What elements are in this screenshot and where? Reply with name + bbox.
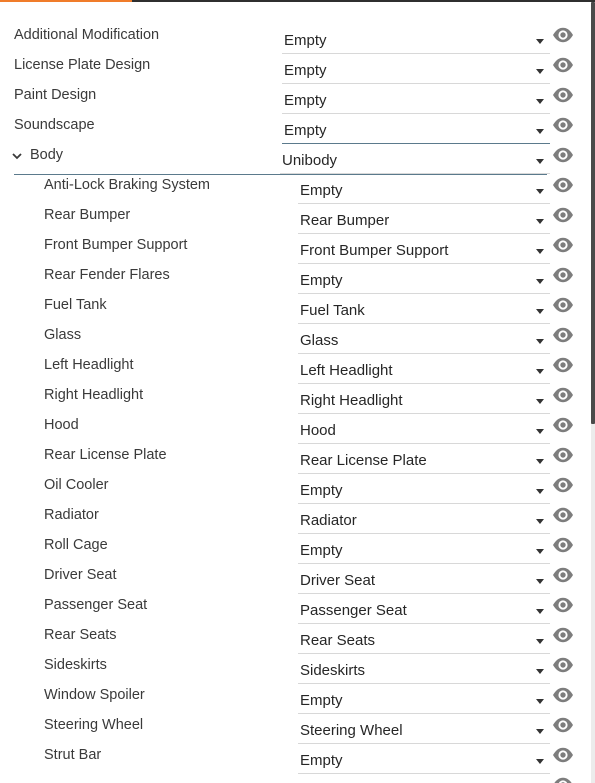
dropdown-arrow-icon[interactable] bbox=[536, 399, 544, 404]
part-dropdown[interactable] bbox=[298, 238, 550, 264]
dropdown-arrow-icon[interactable] bbox=[536, 219, 544, 224]
part-label: Fuel Tank bbox=[44, 297, 107, 313]
part-row-radiator bbox=[0, 506, 590, 536]
eye-icon[interactable] bbox=[552, 117, 574, 133]
eye-icon[interactable] bbox=[552, 477, 574, 493]
dropdown-arrow-icon[interactable] bbox=[536, 339, 544, 344]
part-label: Rear Seats bbox=[44, 627, 117, 643]
eye-icon[interactable] bbox=[552, 567, 574, 583]
part-row-rear-bumper bbox=[0, 206, 590, 236]
part-dropdown[interactable] bbox=[298, 358, 550, 384]
dropdown-arrow-icon[interactable] bbox=[536, 729, 544, 734]
part-label: Rear License Plate bbox=[44, 447, 167, 463]
eye-icon[interactable] bbox=[552, 627, 574, 643]
dropdown-value: Empty bbox=[300, 482, 343, 499]
dropdown-value: Rear Seats bbox=[300, 632, 376, 649]
dropdown-arrow-icon[interactable] bbox=[536, 129, 544, 134]
dropdown-value: Driver Seat bbox=[300, 572, 376, 589]
scrollbar[interactable] bbox=[591, 2, 595, 783]
part-label: Passenger Seat bbox=[44, 597, 148, 613]
eye-icon[interactable] bbox=[552, 417, 574, 433]
part-row-rear-seats bbox=[0, 626, 590, 656]
part-row-fuel-tank bbox=[0, 296, 590, 326]
dropdown-arrow-icon[interactable] bbox=[536, 489, 544, 494]
part-label: License Plate Design bbox=[14, 57, 151, 73]
dropdown-arrow-icon[interactable] bbox=[536, 669, 544, 674]
part-dropdown[interactable] bbox=[298, 448, 550, 474]
part-dropdown[interactable] bbox=[298, 178, 550, 204]
dropdown-arrow-icon[interactable] bbox=[536, 459, 544, 464]
part-row-roll-cage bbox=[0, 536, 590, 566]
part-label: Steering Wheel bbox=[44, 717, 144, 733]
dropdown-arrow-icon[interactable] bbox=[536, 309, 544, 314]
part-dropdown[interactable] bbox=[298, 568, 550, 594]
dropdown-arrow-icon[interactable] bbox=[536, 369, 544, 374]
part-dropdown[interactable] bbox=[282, 58, 550, 84]
part-dropdown[interactable] bbox=[298, 658, 550, 684]
part-dropdown[interactable] bbox=[298, 688, 550, 714]
dropdown-value: Front Bumper Support bbox=[300, 242, 449, 259]
eye-icon[interactable] bbox=[552, 597, 574, 613]
dropdown-arrow-icon[interactable] bbox=[536, 639, 544, 644]
dropdown-value: Rear License Plate bbox=[300, 452, 427, 469]
part-label: Anti-Lock Braking System bbox=[44, 177, 211, 193]
dropdown-arrow-icon[interactable] bbox=[536, 429, 544, 434]
group-divider bbox=[14, 174, 547, 175]
part-dropdown[interactable] bbox=[298, 508, 550, 534]
part-dropdown[interactable] bbox=[298, 298, 550, 324]
part-row-body bbox=[0, 146, 590, 176]
dropdown-value: Empty bbox=[284, 62, 327, 79]
dropdown-value: Empty bbox=[300, 752, 343, 769]
part-label: Radiator bbox=[44, 507, 99, 523]
dropdown-value: Steering Wheel bbox=[300, 722, 403, 739]
eye-icon[interactable] bbox=[552, 537, 574, 553]
eye-icon[interactable] bbox=[552, 447, 574, 463]
part-label: Rear Fender Flares bbox=[44, 267, 170, 283]
part-label: Additional Modification bbox=[14, 27, 160, 43]
part-dropdown[interactable] bbox=[298, 268, 550, 294]
dropdown-arrow-icon[interactable] bbox=[536, 609, 544, 614]
part-row-partial bbox=[0, 776, 590, 783]
eye-icon[interactable] bbox=[552, 57, 574, 73]
part-dropdown[interactable] bbox=[298, 598, 550, 624]
part-row-strut-bar bbox=[0, 746, 590, 776]
part-label: Roll Cage bbox=[44, 537, 108, 553]
part-row-driver-seat bbox=[0, 566, 590, 596]
eye-icon[interactable] bbox=[552, 747, 574, 763]
part-dropdown[interactable] bbox=[280, 148, 550, 174]
part-dropdown[interactable] bbox=[298, 328, 550, 354]
part-dropdown[interactable] bbox=[298, 718, 550, 744]
part-dropdown[interactable] bbox=[298, 418, 550, 444]
eye-icon[interactable] bbox=[552, 27, 574, 43]
dropdown-arrow-icon[interactable] bbox=[536, 249, 544, 254]
part-row-license-plate-design bbox=[0, 56, 590, 86]
part-label: Right Headlight bbox=[44, 387, 144, 403]
part-label: Left Headlight bbox=[44, 357, 134, 373]
eye-icon[interactable] bbox=[552, 87, 574, 103]
part-dropdown[interactable] bbox=[298, 538, 550, 564]
part-dropdown[interactable] bbox=[298, 388, 550, 414]
part-row-hood bbox=[0, 416, 590, 446]
dropdown-arrow-icon[interactable] bbox=[536, 279, 544, 284]
part-label: Sideskirts bbox=[44, 657, 107, 673]
part-row-window-spoiler bbox=[0, 686, 590, 716]
part-row-sideskirts bbox=[0, 656, 590, 686]
eye-icon[interactable] bbox=[552, 387, 574, 403]
expand-collapse-chevron-icon[interactable] bbox=[11, 149, 23, 161]
dropdown-arrow-icon[interactable] bbox=[536, 579, 544, 584]
active-tab-indicator bbox=[0, 0, 132, 2]
dropdown-arrow-icon[interactable] bbox=[536, 699, 544, 704]
eye-icon[interactable] bbox=[552, 147, 574, 163]
dropdown-arrow-icon[interactable] bbox=[536, 519, 544, 524]
dropdown-value: Unibody bbox=[282, 152, 338, 169]
part-label: Body bbox=[30, 147, 64, 163]
part-dropdown[interactable] bbox=[282, 118, 550, 144]
part-label: Driver Seat bbox=[44, 567, 117, 583]
part-row-front-bumper-support bbox=[0, 236, 590, 266]
part-row-oil-cooler bbox=[0, 476, 590, 506]
part-row-rear-license-plate bbox=[0, 446, 590, 476]
eye-icon[interactable] bbox=[552, 717, 574, 733]
part-dropdown[interactable] bbox=[298, 208, 550, 234]
eye-icon[interactable] bbox=[552, 507, 574, 523]
dropdown-value: Empty bbox=[284, 122, 327, 139]
part-label: Window Spoiler bbox=[44, 687, 145, 703]
dropdown-value: Hood bbox=[300, 422, 336, 439]
eye-icon[interactable] bbox=[552, 267, 574, 283]
dropdown-value: Radiator bbox=[300, 512, 357, 529]
dropdown-value: Empty bbox=[300, 272, 343, 289]
part-dropdown[interactable] bbox=[282, 28, 550, 54]
dropdown-value: Passenger Seat bbox=[300, 602, 407, 619]
eye-icon[interactable] bbox=[552, 357, 574, 373]
part-row-right-headlight bbox=[0, 386, 590, 416]
dropdown-arrow-icon[interactable] bbox=[536, 549, 544, 554]
dropdown-arrow-icon[interactable] bbox=[536, 69, 544, 74]
part-label: Soundscape bbox=[14, 117, 95, 133]
dropdown-value: Fuel Tank bbox=[300, 302, 365, 319]
part-label: Hood bbox=[44, 417, 79, 433]
eye-icon[interactable] bbox=[552, 297, 574, 313]
part-row-paint-design bbox=[0, 86, 590, 116]
part-dropdown[interactable] bbox=[298, 748, 550, 774]
dropdown-arrow-icon[interactable] bbox=[536, 759, 544, 764]
part-row-additional-modification bbox=[0, 26, 590, 56]
scrollbar-thumb[interactable] bbox=[591, 2, 595, 424]
dropdown-value: Left Headlight bbox=[300, 362, 393, 379]
eye-icon[interactable] bbox=[552, 177, 574, 193]
eye-icon[interactable] bbox=[552, 327, 574, 343]
part-row-soundscape bbox=[0, 116, 590, 146]
eye-icon[interactable] bbox=[552, 237, 574, 253]
dropdown-value: Sideskirts bbox=[300, 662, 366, 679]
part-dropdown[interactable] bbox=[282, 88, 550, 114]
dropdown-value: Glass bbox=[300, 332, 339, 349]
dropdown-arrow-icon[interactable] bbox=[536, 189, 544, 194]
part-label: Paint Design bbox=[14, 87, 97, 103]
dropdown-arrow-icon[interactable] bbox=[536, 159, 544, 164]
eye-icon[interactable] bbox=[552, 207, 574, 223]
part-label: Rear Bumper bbox=[44, 207, 131, 223]
top-bar bbox=[0, 0, 595, 2]
dropdown-value: Right Headlight bbox=[300, 392, 403, 409]
dropdown-value: Empty bbox=[300, 542, 343, 559]
part-label: Glass bbox=[44, 327, 82, 343]
eye-icon[interactable] bbox=[552, 687, 574, 703]
dropdown-arrow-icon[interactable] bbox=[536, 99, 544, 104]
part-row-left-headlight bbox=[0, 356, 590, 386]
dropdown-arrow-icon[interactable] bbox=[536, 39, 544, 44]
part-label: Front Bumper Support bbox=[44, 237, 188, 253]
part-row-glass bbox=[0, 326, 590, 356]
part-row-anti-lock-braking-system bbox=[0, 176, 590, 206]
dropdown-value: Rear Bumper bbox=[300, 212, 390, 229]
eye-icon[interactable] bbox=[552, 777, 574, 783]
eye-icon[interactable] bbox=[552, 657, 574, 673]
part-row-rear-fender-flares bbox=[0, 266, 590, 296]
part-dropdown[interactable] bbox=[298, 628, 550, 654]
part-label: Oil Cooler bbox=[44, 477, 109, 493]
dropdown-value: Empty bbox=[284, 32, 327, 49]
part-row-steering-wheel bbox=[0, 716, 590, 746]
dropdown-value: Empty bbox=[284, 92, 327, 109]
part-row-passenger-seat bbox=[0, 596, 590, 626]
dropdown-value: Empty bbox=[300, 182, 343, 199]
dropdown-value: Empty bbox=[300, 692, 343, 709]
part-dropdown[interactable] bbox=[298, 478, 550, 504]
part-label: Strut Bar bbox=[44, 747, 102, 763]
